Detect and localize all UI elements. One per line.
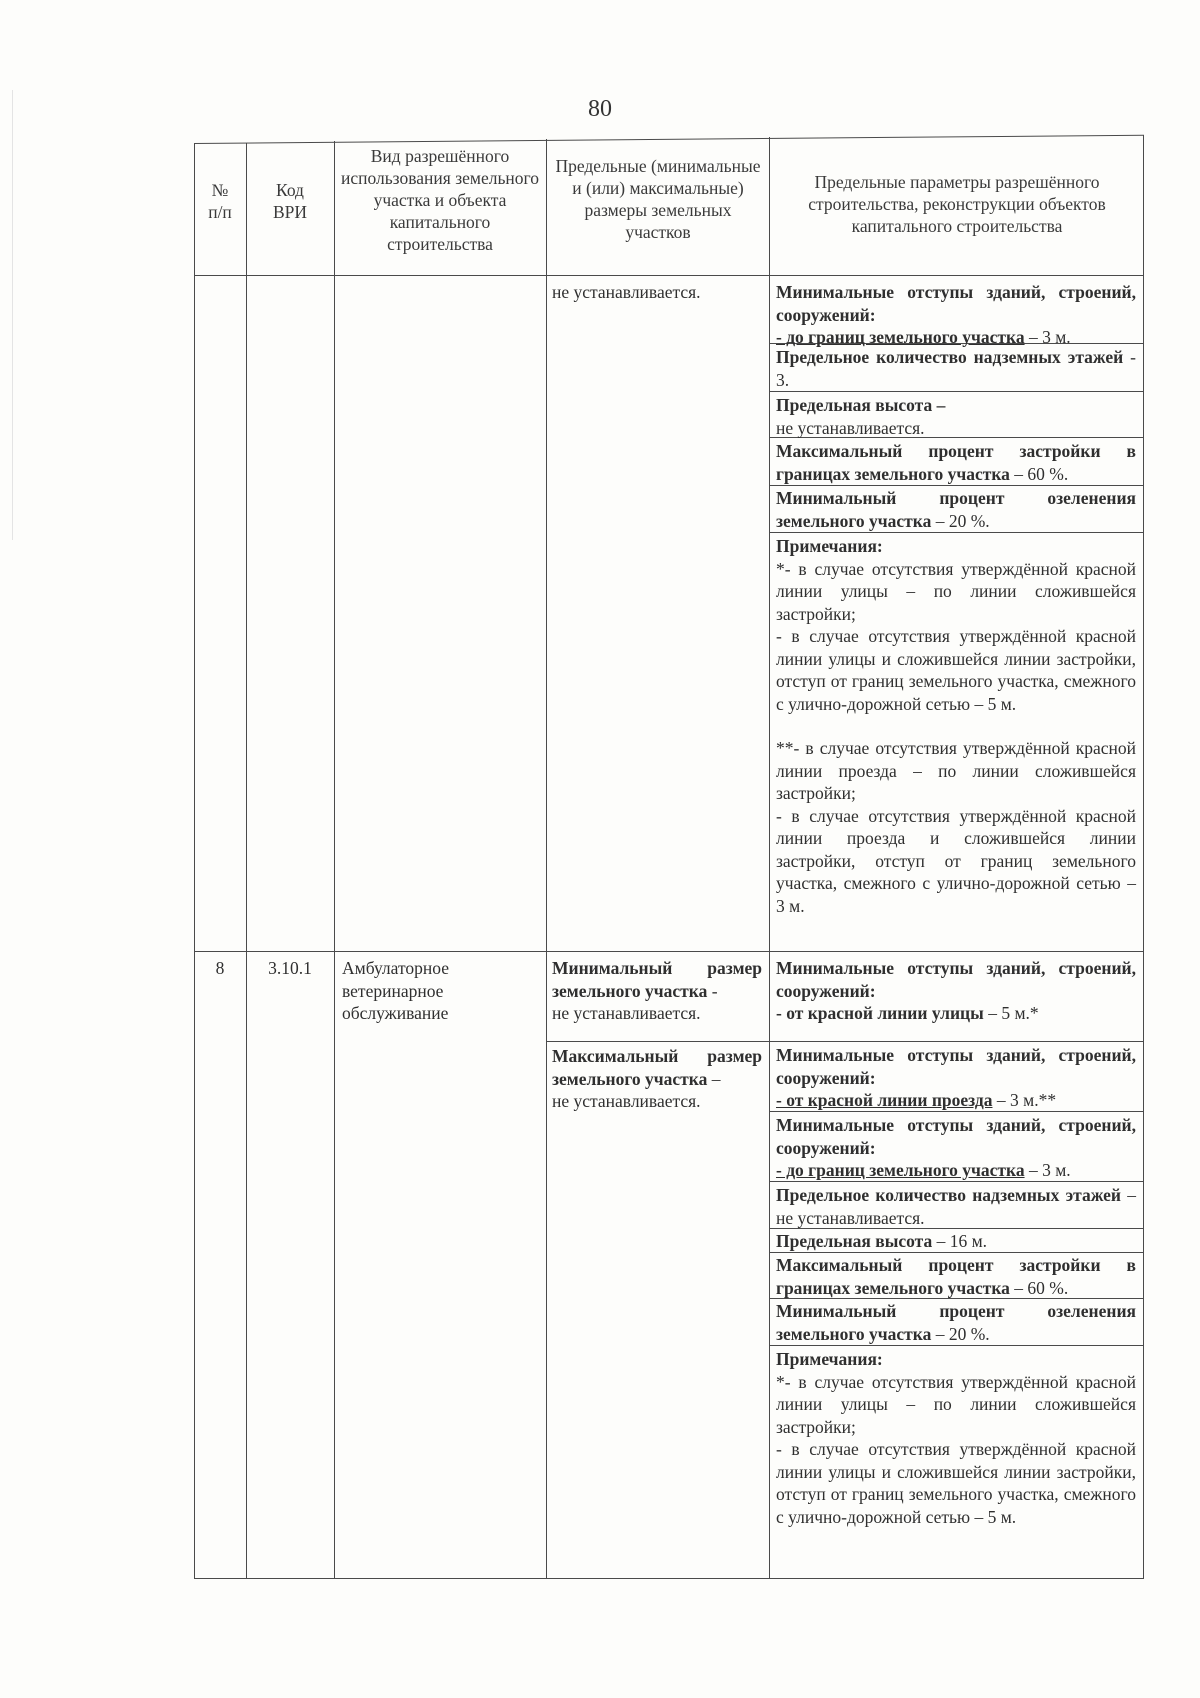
row8-param-street-setback [776,957,1136,1025]
size-divider [546,1041,769,1042]
row8-param-passage-setback [776,1044,1136,1112]
row8-q6-tail: – 60 %. [1009,1277,1069,1298]
cont-p3-bold: Предельная высота – [776,395,946,415]
param-divider [769,1345,1144,1346]
col-divider-1 [246,143,247,1579]
cont-p2-tail: - 3. [776,347,1136,390]
header-params: Предельные параметры разрешённого строительства, реконструкции объектов капитального строительства [808,172,1106,236]
cont-note-1: *- в случае отсутствия утверждённой красной линии улицы – по линии сложившейся застройки; [776,558,1136,624]
row8-q4-bold: Предельное количество надземных этажей [776,1185,1122,1205]
col-divider-2 [334,141,335,1579]
row8-vid: Амбулаторное ветеринарное обслуживание [342,958,449,1023]
row8-max-size [552,1045,762,1113]
row8-note-2: - в случае отсутствия утверждённой красной линии улицы и сложившейся линии застройки, отступ от границ земельного участка, смежного с улично-дорожной сетью – 5 м. [776,1439,1136,1527]
row8-q5-bold: Предельная высота [776,1231,933,1251]
row8-q1-line: - от красной линии улицы [776,1003,984,1023]
param-divider [769,391,1144,392]
row8-param-boundary-setback [776,1114,1136,1182]
page-number: 80 [588,96,612,122]
table-border-left [194,143,195,1579]
cont-param-coverage [776,440,1136,485]
row8-q2-bold: Минимальные отступы зданий, строений, сооружений: [776,1045,1136,1088]
cont-param-floors [776,346,1136,391]
header-code: Код ВРИ [272,180,308,222]
cont-notes-title: Примечания: [776,536,883,556]
row8-code: 3.10.1 [268,958,312,978]
cont-size-text: не устанавливается. [552,282,701,302]
row-divider [194,951,1144,952]
row8-notes-title: Примечания: [776,1349,883,1369]
cont-param-height [776,394,1136,439]
cont-p1-bold: Минимальные отступы зданий, строений, сооружений: [776,282,1136,325]
row8-q1-tail: – 5 м.* [983,1003,1039,1023]
row8-notes [776,1348,1136,1528]
row8-q1-bold: Минимальные отступы зданий, строений, сооружений: [776,958,1136,1001]
row8-q2-line: - от красной линии проезда [776,1090,993,1110]
row8-q2-tail: – 3 м.** [992,1090,1057,1110]
row8-q7-tail: – 20 %. [931,1323,990,1344]
row8-q5-tail: – 16 м. [932,1231,988,1251]
cont-note-3: **- в случае отсутствия утверждённой красной линии проезда – по линии сложившейся застройки; [776,738,1136,803]
row8-min-size [552,957,762,1025]
row8-param-height [776,1230,1136,1253]
regulations-table [194,135,1144,1579]
header-sizes: Предельные (минимальные и (или) максимальные) размеры земельных участков [555,156,761,242]
cont-p4-bold: Максимальный процент застройки в границах земельного участка [776,441,1136,484]
row8-q7-bold: Минимальный процент озеленения земельного участка [776,1301,1136,1344]
row8-q4-tail: – не устанавливается. [776,1185,1137,1228]
row8-q3-bold: Минимальные отступы зданий, строений, сооружений: [776,1115,1136,1158]
cont-p1-tail: – 3 м. [1024,327,1071,347]
param-divider [769,485,1144,486]
row8-param-coverage [776,1254,1136,1299]
row8-min-bold: Минимальный размер земельного участка [552,958,762,1001]
row8-max-bold: Максимальный размер земельного участка [552,1046,762,1089]
param-divider [769,532,1144,533]
cont-p1-line: - до границ земельного участка [776,327,1025,347]
cont-note-4: - в случае отсутствия утверждённой красной линии проезда и сложившейся линии застройки, отступ от границ земельного участка, смежного с улично-дорожной сетью – 3 м. [776,805,1136,916]
header-bottom-line [194,275,1144,276]
row8-min-tail: - [707,980,718,1001]
row8-max-value: не устанавливается. [552,1091,701,1111]
header-num: № п/п [208,180,232,222]
cont-note-2: - в случае отсутствия утверждённой красной линии улицы и сложившейся линии застройки, отступ от границ земельного участка, смежного с улично-дорожной сетью – 5 м. [776,626,1136,714]
row8-num: 8 [215,958,225,978]
cont-param-greening [776,487,1136,532]
row8-min-value: не устанавливается. [552,1003,701,1023]
notes-spacer [776,715,1136,737]
cont-p2-bold: Предельное количество надземных этажей [776,347,1124,367]
row8-max-tail: – [707,1068,721,1089]
col-divider-3 [546,139,547,1579]
scan-edge-artifact [12,90,13,540]
row8-q6-bold: Максимальный процент застройки в границах земельного участка [776,1255,1136,1298]
table-border-top [194,135,1144,144]
cont-p5-tail: – 20 %. [931,510,990,531]
row8-param-greening [776,1300,1136,1345]
table-border-bottom [194,1578,1144,1579]
row8-q3-line: - до границ земельного участка [776,1160,1025,1180]
cont-notes [776,535,1136,917]
row8-q3-tail: – 3 м. [1024,1160,1071,1180]
cont-p3-tail: не устанавливается. [776,417,925,438]
table-border-right [1143,135,1144,1579]
row8-param-floors [776,1184,1136,1229]
cont-param-setbacks [776,281,1136,349]
cont-p4-tail: – 60 %. [1009,463,1069,484]
row8-note-1: *- в случае отсутствия утверждённой красной линии улицы – по линии сложившейся застройки; [776,1371,1136,1437]
cont-p5-bold: Минимальный процент озеленения земельного участка [776,488,1136,531]
header-vid: Вид разрешённого использования земельного участка и объекта капитального строительства [340,146,540,254]
param-divider [769,1041,1144,1042]
col-divider-4 [769,137,770,1579]
